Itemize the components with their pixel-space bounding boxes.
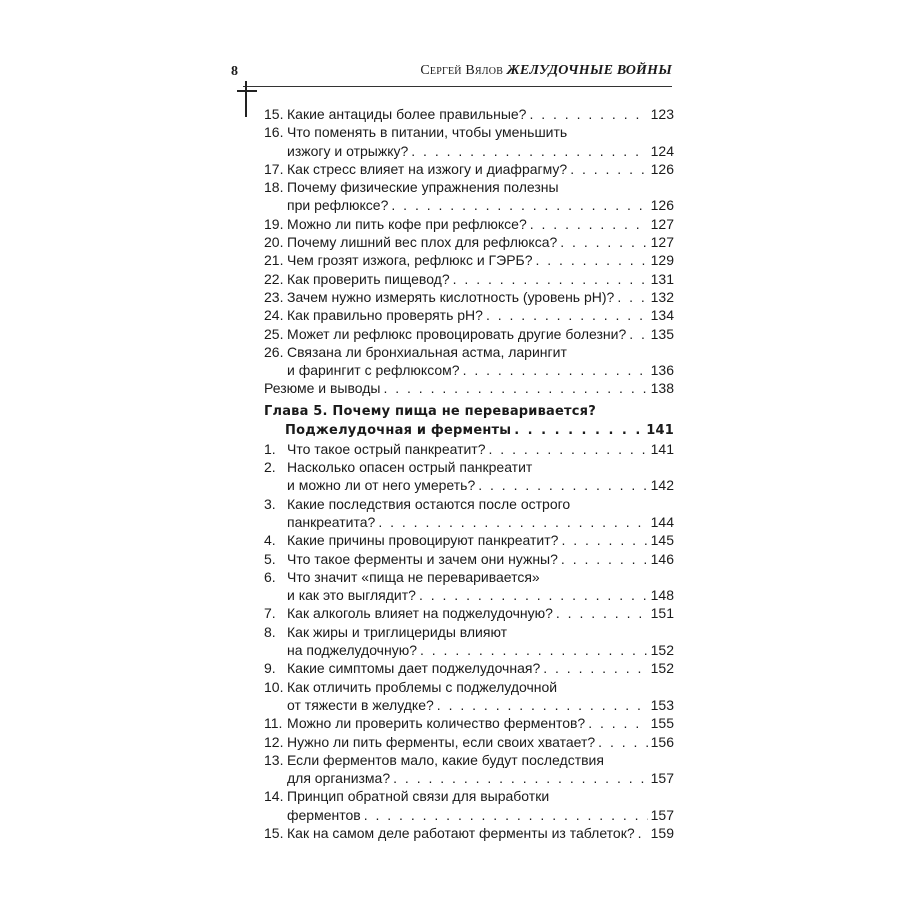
- leader-dots: [598, 733, 647, 751]
- toc-entry-page: 156: [650, 733, 674, 750]
- toc-entry: [264, 343, 674, 380]
- toc-entry-number: 13.: [264, 751, 284, 768]
- toc-entry-number: 6.: [264, 568, 276, 585]
- toc-entry-text: изжогу и отрыжку?: [287, 142, 409, 159]
- toc-entry-number: 7.: [264, 605, 276, 622]
- toc-entry-number: 24.: [264, 307, 284, 324]
- toc-entry-page: 146: [650, 550, 674, 567]
- toc-entry-text: Связана ли бронхиальная астма, ларингит: [287, 343, 567, 360]
- toc-entry-text: Как правильно проверять pH?: [287, 307, 483, 324]
- toc-entry-page: 124: [650, 142, 674, 159]
- toc-entry-text: Можно ли проверить количество ферментов?: [287, 715, 586, 732]
- toc-entry-text: Чем грозят изжога, рефлюкс и ГЭРБ?: [287, 252, 533, 269]
- leader-dots: [463, 361, 648, 379]
- toc-entry: [264, 233, 674, 251]
- toc-entry-number: 15.: [264, 106, 284, 122]
- toc-entry-text: Почему лишний вес плох для рефлюкса?: [287, 234, 558, 251]
- toc-entry-text: от тяжести в желудке?: [287, 696, 434, 713]
- leader-dots: [486, 306, 648, 324]
- leader-dots: [529, 105, 647, 123]
- leader-dots: [570, 160, 647, 178]
- leader-dots: [391, 196, 647, 214]
- toc-entry-page: 126: [650, 197, 674, 214]
- toc-entry: [264, 659, 674, 677]
- toc-entry-number: 18.: [264, 179, 284, 196]
- toc-entry-page: 152: [650, 642, 674, 659]
- toc-entry: [264, 604, 674, 622]
- leader-dots: [378, 513, 647, 531]
- toc-entry: [264, 623, 674, 660]
- toc-entry-text: Как стресс влияет на изжогу и диафрагму?: [287, 160, 568, 177]
- toc-entry: [264, 714, 674, 732]
- chapter-heading: [264, 402, 674, 440]
- leader-dots: [638, 824, 648, 842]
- leader-dots: [629, 325, 647, 343]
- toc-entry: [264, 550, 674, 568]
- toc-entry-number: 9.: [264, 660, 276, 677]
- toc-entry-text: Почему физические упражнения полезны: [287, 179, 559, 196]
- toc-entry-number: 21.: [264, 252, 284, 269]
- toc-entry: [264, 215, 674, 233]
- leader-dots: [561, 531, 647, 549]
- toc-entry-text: Если ферментов мало, какие будут последствия: [287, 751, 604, 768]
- toc-summary-entry: [264, 379, 674, 397]
- leader-dots: [489, 440, 648, 458]
- toc-entry-text: Зачем нужно измерять кислотность (уровень pH)?: [287, 288, 615, 305]
- toc-entry-text: ферментов: [287, 806, 361, 823]
- toc-entry-text: Может ли рефлюкс провоцировать другие болезни?: [287, 325, 627, 342]
- toc-entry-page: 131: [650, 270, 674, 287]
- toc-entry-page: 157: [650, 806, 674, 823]
- toc-entry: [264, 787, 674, 824]
- toc-entry-page: 141: [650, 440, 674, 457]
- toc-entry-number: 5.: [264, 550, 276, 567]
- toc-entry: [264, 251, 674, 269]
- toc-entry-text: Как на самом деле работают ферменты из таблеток?: [287, 824, 635, 841]
- chapter-title-line2: Поджелудочная и ферменты: [285, 422, 512, 438]
- toc-entry-text: и можно ли от него умереть?: [287, 477, 476, 494]
- toc-entry-text: для организма?: [287, 770, 391, 787]
- toc-entry-text: панкреатита?: [287, 513, 376, 530]
- toc-entry-number: 25.: [264, 325, 284, 342]
- toc-entry: [264, 440, 674, 458]
- toc-entry-page: 127: [650, 215, 674, 232]
- toc-entry-text: на поджелудочную?: [287, 642, 417, 659]
- toc-entry-text: Принцип обратной связи для выработки: [287, 788, 550, 805]
- page-number: 8: [231, 64, 238, 79]
- crop-mark-vertical: [245, 81, 247, 117]
- crop-mark-horizontal: [237, 90, 257, 92]
- toc-entry-page: 134: [650, 307, 674, 324]
- toc-entry-number: 3.: [264, 495, 276, 512]
- toc-entry-number: 23.: [264, 288, 284, 305]
- toc-entry-number: 22.: [264, 270, 284, 287]
- toc-entry-number: 1.: [264, 440, 276, 457]
- toc-entry-number: 8.: [264, 623, 276, 640]
- toc-entry-text: Какие антациды более правильные?: [287, 106, 527, 122]
- leader-dots: [478, 476, 647, 494]
- toc-entry: [264, 824, 674, 842]
- leader-dots: [588, 714, 647, 732]
- toc-entry-page: 152: [650, 660, 674, 677]
- toc-entry-text: Что такое острый панкреатит?: [287, 440, 486, 457]
- toc-entry: [264, 458, 674, 495]
- leader-dots: [560, 233, 647, 251]
- toc-entry-page: 159: [650, 824, 674, 841]
- toc-entry-text: Как отличить проблемы с поджелудочной: [287, 678, 558, 695]
- toc-entry-text: и фарингит с рефлюксом?: [287, 362, 460, 379]
- leader-dots: [393, 769, 648, 787]
- toc-entry-page: 145: [650, 532, 674, 549]
- toc-entry-number: 19.: [264, 215, 284, 232]
- toc-entry-text: Какие последствия остаются после острого: [287, 495, 571, 512]
- toc-entry-text: Нужно ли пить ферменты, если своих хватает?: [287, 733, 596, 750]
- toc-entry-page: 123: [650, 106, 674, 122]
- leader-dots: [419, 586, 648, 604]
- toc-entry: [264, 288, 674, 306]
- toc-entry-number: 10.: [264, 678, 284, 695]
- toc-entry-page: 129: [650, 252, 674, 269]
- toc-entry-page: 153: [650, 696, 674, 713]
- leader-dots: [420, 641, 648, 659]
- leader-dots: [530, 215, 648, 233]
- toc-entry: [264, 160, 674, 178]
- toc-entry: [264, 306, 674, 324]
- toc-entry-page: 127: [650, 234, 674, 251]
- toc-entry-page: 155: [650, 715, 674, 732]
- table-of-contents: [264, 105, 674, 842]
- toc-entry-number: 11.: [264, 715, 283, 732]
- toc-section-chapter5: [264, 440, 674, 843]
- toc-entry-text: Какие причины провоцируют панкреатит?: [287, 532, 559, 549]
- author-name: Сергей Вялов: [420, 63, 504, 78]
- toc-entry: [264, 678, 674, 715]
- toc-entry: [264, 325, 674, 343]
- toc-entry-text: Можно ли пить кофе при рефлюксе?: [287, 215, 527, 232]
- toc-entry-page: 135: [650, 325, 674, 342]
- toc-entry: [264, 123, 674, 160]
- book-title: ЖЕЛУДОЧНЫЕ ВОЙНЫ: [506, 63, 672, 78]
- toc-entry: [264, 568, 674, 605]
- toc-entry-text: Что поменять в питании, чтобы уменьшить: [287, 124, 568, 141]
- toc-section-chapter4: [264, 105, 674, 379]
- toc-entry: [264, 105, 674, 123]
- leader-dots: [556, 604, 648, 622]
- toc-entry-number: 2.: [264, 459, 276, 476]
- toc-entry-number: 20.: [264, 234, 284, 251]
- toc-entry-page: 144: [650, 513, 674, 530]
- toc-entry-page: 138: [650, 380, 674, 397]
- toc-entry-text: Как алкоголь влияет на поджелудочную?: [287, 605, 553, 622]
- chapter-page: 141: [646, 422, 674, 438]
- toc-entry-text: Резюме и выводы: [264, 380, 381, 397]
- toc-entry-text: Что такое ферменты и зачем они нужны?: [287, 550, 558, 567]
- leader-dots: [383, 379, 647, 397]
- toc-entry-page: 151: [650, 605, 674, 622]
- toc-entry-page: 157: [650, 770, 674, 787]
- toc-entry-number: 16.: [264, 124, 284, 141]
- leader-dots: [617, 288, 647, 306]
- toc-entry-page: 142: [650, 477, 674, 494]
- toc-entry: [264, 733, 674, 751]
- toc-entry-number: 26.: [264, 343, 284, 360]
- leader-dots: [514, 421, 643, 440]
- toc-entry-page: 126: [650, 160, 674, 177]
- toc-entry: [264, 751, 674, 788]
- toc-entry: [264, 178, 674, 215]
- toc-entry-number: 15.: [264, 824, 284, 841]
- running-head: [420, 63, 672, 79]
- leader-dots: [437, 696, 648, 714]
- toc-entry-text: и как это выглядит?: [287, 587, 416, 604]
- toc-entry-text: Как жиры и триглицериды влияют: [287, 623, 508, 640]
- toc-entry-text: Как проверить пищевод?: [287, 270, 450, 287]
- toc-entry-text: при рефлюксе?: [287, 197, 389, 214]
- toc-entry-page: 136: [650, 362, 674, 379]
- toc-entry-number: 4.: [264, 532, 276, 549]
- toc-entry-page: 148: [650, 587, 674, 604]
- toc-entry-number: 17.: [264, 160, 284, 177]
- header-rule: [243, 86, 672, 87]
- toc-entry-text: Насколько опасен острый панкреатит: [287, 459, 533, 476]
- toc-entry: [264, 270, 674, 288]
- chapter-title-line1: Глава 5. Почему пища не переваривается?: [264, 403, 596, 419]
- leader-dots: [543, 659, 647, 677]
- toc-entry-text: Какие симптомы дает поджелудочная?: [287, 660, 541, 677]
- toc-entry-number: 12.: [264, 733, 284, 750]
- leader-dots: [536, 251, 648, 269]
- toc-entry-text: Что значит «пища не переваривается»: [287, 568, 540, 585]
- toc-entry-page: 132: [650, 288, 674, 305]
- toc-entry: [264, 531, 674, 549]
- leader-dots: [561, 550, 648, 568]
- leader-dots: [411, 142, 647, 160]
- toc-entry: [264, 495, 674, 532]
- toc-entry-number: 14.: [264, 788, 284, 805]
- leader-dots: [364, 806, 648, 824]
- leader-dots: [453, 270, 648, 288]
